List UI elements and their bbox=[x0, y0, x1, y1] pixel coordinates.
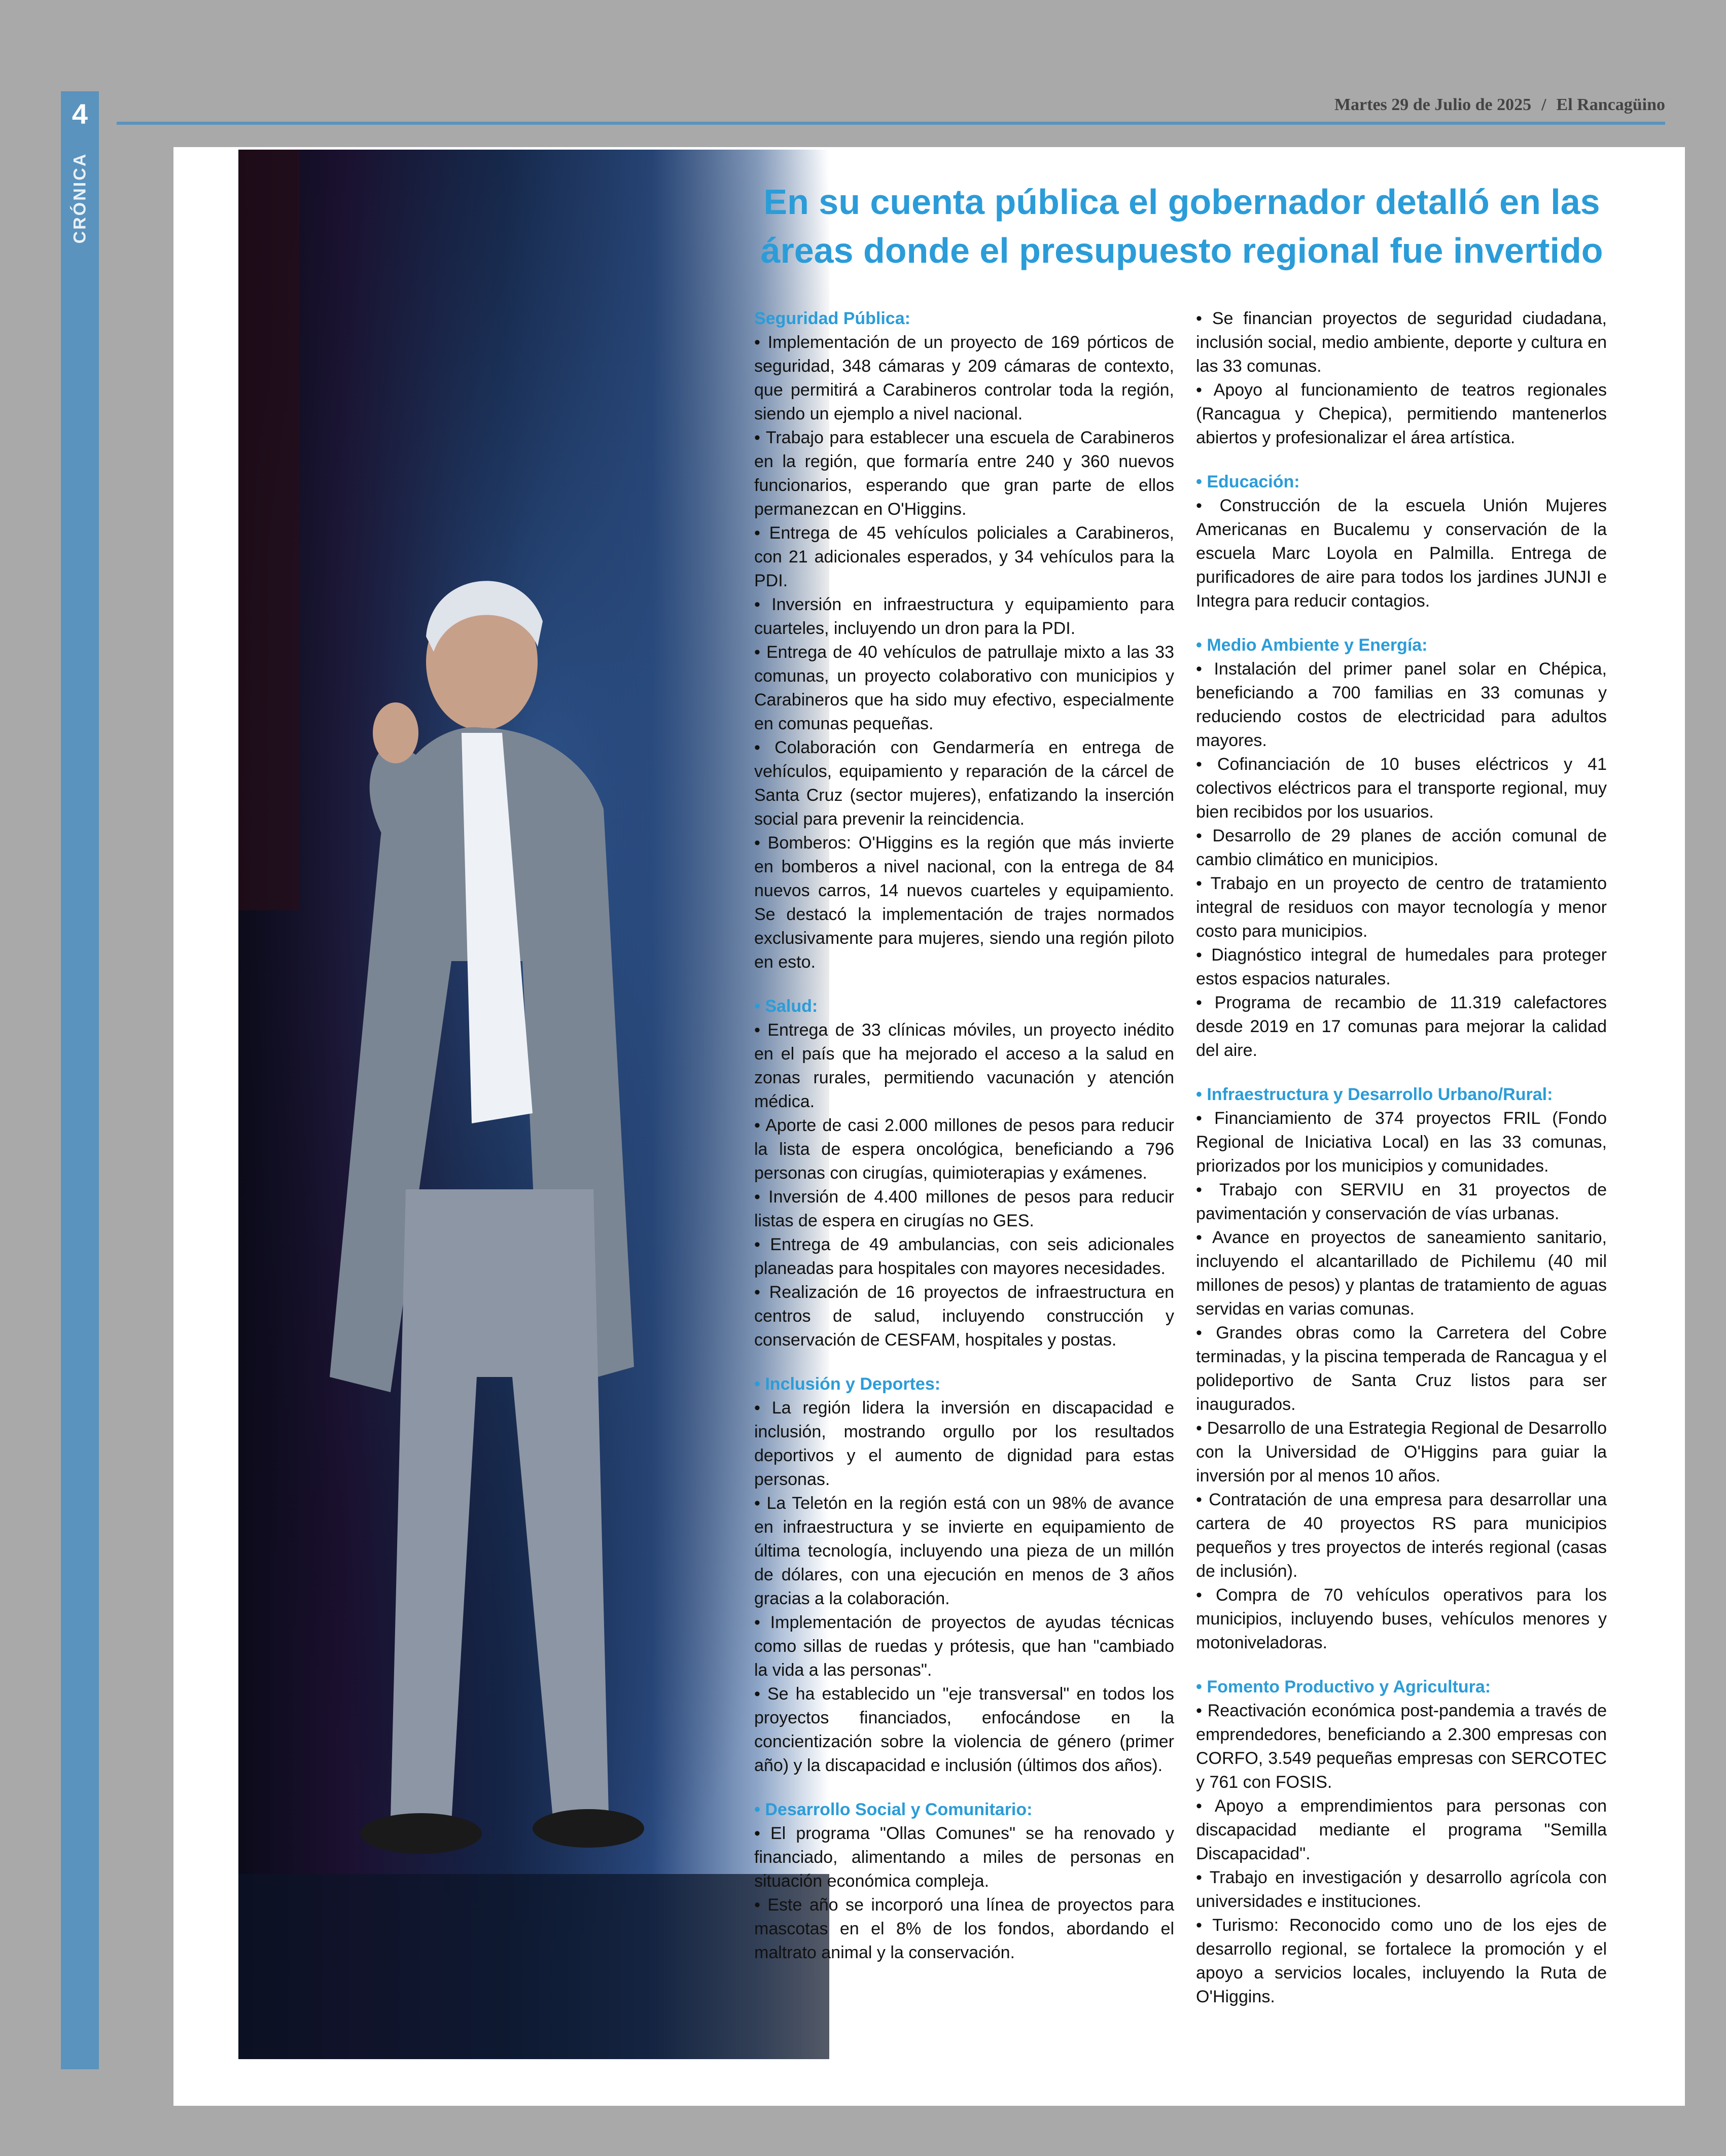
section-inclusion bbox=[754, 1372, 1174, 1778]
article-title: En su cuenta pública el gobernador detalló en las áreas donde el presupuesto regional fue invertido bbox=[760, 182, 1603, 270]
speaker-photo bbox=[238, 150, 829, 2059]
bullet-item: • Inversión en infraestructura y equipamiento para cuarteles, incluyendo un dron para la PDI. bbox=[754, 595, 1174, 638]
bullet-item: • Inversión de 4.400 millones de pesos para reducir listas de espera en cirugías no GES. bbox=[754, 1187, 1174, 1230]
bullet-item: • Avance en proyectos de saneamiento sanitario, incluyendo el alcantarillado de Pichilemu (40 mil millones de pesos) y plantas de tratamiento de aguas servidas en varias comunas. bbox=[1196, 1228, 1607, 1319]
bullet-item: • Realización de 16 proyectos de infraestructura en centros de salud, incluyendo construcción y conservación de CESFAM, hospitales y postas. bbox=[754, 1283, 1174, 1350]
bullet-item: • Aporte de casi 2.000 millones de pesos para reducir la lista de espera oncológica, beneficiando a 796 personas con cirugías, quimioterapias y exámenes. bbox=[754, 1116, 1174, 1183]
section-desarrollo-social-cont bbox=[1196, 307, 1607, 450]
section-heading: • Medio Ambiente y Energía: bbox=[1196, 635, 1428, 655]
bullet-item: • Apoyo a emprendimientos para personas con discapacidad mediante el programa "Semilla Discapacidad". bbox=[1196, 1796, 1607, 1863]
bullet-item: • Grandes obras como la Carretera del Cobre terminadas, y la piscina temperada de Rancagua y el polideportivo de Santa Cruz listos para ser inaugurados. bbox=[1196, 1323, 1607, 1414]
text-column-2 bbox=[1196, 307, 1607, 2029]
bullet-item: • Construcción de la escuela Unión Mujeres Americanas en Bucalemu y conservación de la escuela Marc Loyola en Palmilla. Entrega de purificadores de aire para todos los jardines JUNJI e Integra para reducir contagios. bbox=[1196, 496, 1607, 611]
section-heading: Seguridad Pública: bbox=[754, 309, 910, 328]
bullet-item: • Turismo: Reconocido como uno de los ejes de desarrollo regional, se fortalece la promoción y el apoyo a servicios locales, incluyendo la Ruta de O'Higgins. bbox=[1196, 1916, 1607, 2006]
bullet-item: • Programa de recambio de 11.319 calefactores desde 2019 en 17 comunas para mejorar la calidad del aire. bbox=[1196, 993, 1607, 1060]
bullet-item: • Colaboración con Gendarmería en entrega de vehículos, equipamiento y reparación de la cárcel de Santa Cruz (sector mujeres), enfatizando la inserción social para prevenir la reincidencia. bbox=[754, 738, 1174, 829]
section-heading: • Educación: bbox=[1196, 472, 1300, 491]
bullet-item: • Financiamiento de 374 proyectos FRIL (Fondo Regional de Iniciativa Local) en las 33 comunas, priorizados por los municipios y comunidades. bbox=[1196, 1109, 1607, 1176]
section-salud bbox=[754, 995, 1174, 1352]
bullet-item: • Implementación de un proyecto de 169 pórticos de seguridad, 348 cámaras y 209 cámaras de contexto, que permitirá a Carabineros controlar toda la región, siendo un ejemplo a nivel nacional. bbox=[754, 333, 1174, 423]
bullet-item: • Instalación del primer panel solar en Chépica, beneficiando a 700 familias en 33 comunas y reduciendo costos de electricidad para adultos mayores. bbox=[1196, 659, 1607, 750]
section-heading: • Desarrollo Social y Comunitario: bbox=[754, 1800, 1033, 1819]
section-fomento bbox=[1196, 1675, 1607, 2009]
bullet-item: • Entrega de 45 vehículos policiales a Carabineros, con 21 adicionales esperados, y 34 vehículos para la PDI. bbox=[754, 523, 1174, 590]
text-column-1 bbox=[754, 307, 1174, 1985]
page-number: 4 bbox=[61, 91, 99, 137]
section-heading: • Inclusión y Deportes: bbox=[754, 1374, 941, 1394]
bullet-item: • Diagnóstico integral de humedales para proteger estos espacios naturales. bbox=[1196, 945, 1607, 988]
page-header bbox=[1334, 95, 1665, 115]
section-seguridad bbox=[754, 307, 1174, 974]
bullet-item: • Reactivación económica post-pandemia a través de emprendedores, beneficiando a 2.300 empresas con CORFO, 3.549 pequeñas empresas con SERCOTEC y 761 con FOSIS. bbox=[1196, 1701, 1607, 1792]
section-desarrollo-social bbox=[754, 1798, 1174, 1965]
speaker-illustration bbox=[238, 150, 829, 2059]
bullet-item: • Entrega de 49 ambulancias, con seis adicionales planeadas para hospitales con mayores necesidades. bbox=[754, 1235, 1174, 1278]
bullet-item: • Desarrollo de 29 planes de acción comunal de cambio climático en municipios. bbox=[1196, 826, 1607, 869]
section-infraestructura bbox=[1196, 1083, 1607, 1655]
bullet-item: • La Teletón en la región está con un 98% de avance en infraestructura y se invierte en equipamiento de última tecnología, incluyendo una pieza de un millón de dólares, con una ejecución en menos de 3 años gracias a la colaboración. bbox=[754, 1494, 1174, 1608]
bullet-item: • Entrega de 33 clínicas móviles, un proyecto inédito en el país que ha mejorado el acceso a la salud en zonas rurales, permitiendo vacunación y atención médica. bbox=[754, 1020, 1174, 1111]
section-heading: • Fomento Productivo y Agricultura: bbox=[1196, 1677, 1491, 1696]
bullet-item: • Implementación de proyectos de ayudas técnicas como sillas de ruedas y prótesis, que han "cambiado la vida a las personas". bbox=[754, 1613, 1174, 1680]
bullet-item: • Entrega de 40 vehículos de patrullaje mixto a las 33 comunas, un proyecto colaborativo con municipios y Carabineros que ha sido muy efectivo, especialmente en comunas pequeñas. bbox=[754, 643, 1174, 733]
section-label: CRÓNICA bbox=[70, 152, 90, 243]
bullet-item: • Se ha establecido un "eje transversal" en todos los proyectos financiados, enfocándose en la concientización sobre la violencia de género (primer año) y la discapacidad e inclusión (últimos dos años). bbox=[754, 1684, 1174, 1775]
bullet-item: • Trabajo en un proyecto de centro de tratamiento integral de residuos con mayor tecnología y menor costo para municipios. bbox=[1196, 874, 1607, 941]
section-educacion bbox=[1196, 470, 1607, 613]
side-bar bbox=[61, 137, 99, 2069]
section-heading: • Infraestructura y Desarrollo Urbano/Rural: bbox=[1196, 1085, 1553, 1104]
issue-date: Martes 29 de Julio de 2025 bbox=[1334, 95, 1532, 114]
section-medio-ambiente bbox=[1196, 633, 1607, 1063]
bullet-item: • Trabajo en investigación y desarrollo agrícola con universidades e instituciones. bbox=[1196, 1868, 1607, 1911]
bullet-item: • Apoyo al funcionamiento de teatros regionales (Rancagua y Chepica), permitiendo mantenerlos abiertos y profesionalizar el área artística. bbox=[1196, 380, 1607, 447]
bullet-item: • Trabajo con SERVIU en 31 proyectos de pavimentación y conservación de vías urbanas. bbox=[1196, 1180, 1607, 1223]
bullet-item: • Este año se incorporó una línea de proyectos para mascotas en el 8% de los fondos, abordando el maltrato animal y la conservación. bbox=[754, 1895, 1174, 1962]
bullet-item: • Contratación de una empresa para desarrollar una cartera de 40 proyectos RS para municipios pequeños y tres proyectos de interés regional (casas de inclusión). bbox=[1196, 1490, 1607, 1581]
header-rule bbox=[117, 122, 1665, 125]
bullet-item: • Se financian proyectos de seguridad ciudadana, inclusión social, medio ambiente, deporte y cultura en las 33 comunas. bbox=[1196, 309, 1607, 376]
bullet-item: • El programa "Ollas Comunes" se ha renovado y financiado, alimentando a miles de personas en situación económica compleja. bbox=[754, 1824, 1174, 1891]
header-separator: / bbox=[1541, 95, 1546, 114]
bullet-item: • Trabajo para establecer una escuela de Carabineros en la región, que formaría entre 240 y 360 nuevos funcionarios, esperando que gran parte de ellos permanezcan en O'Higgins. bbox=[754, 428, 1174, 519]
bullet-item: • Cofinanciación de 10 buses eléctricos y 41 colectivos eléctricos para el transporte regional, muy bien recibidos por los usuarios. bbox=[1196, 755, 1607, 822]
bullet-item: • Bomberos: O'Higgins es la región que más invierte en bomberos a nivel nacional, con la entrega de 84 nuevos carros, 14 nuevos cuarteles y equipamiento. Se destacó la implementación de trajes normados exclusivamente para mujeres, siendo una región piloto en esto. bbox=[754, 833, 1174, 972]
bullet-item: • Compra de 70 vehículos operativos para los municipios, incluyendo buses, vehículos menores y motoniveladoras. bbox=[1196, 1585, 1607, 1652]
section-heading: • Salud: bbox=[754, 997, 818, 1016]
bullet-item: • Desarrollo de una Estrategia Regional de Desarrollo con la Universidad de O'Higgins para guiar la inversión por al menos 10 años. bbox=[1196, 1419, 1607, 1486]
newspaper-name: El Rancagüino bbox=[1556, 95, 1665, 114]
bullet-item: • La región lidera la inversión en discapacidad e inclusión, mostrando orgullo por los resultados deportivos y el aumento de dignidad para estas personas. bbox=[754, 1398, 1174, 1489]
